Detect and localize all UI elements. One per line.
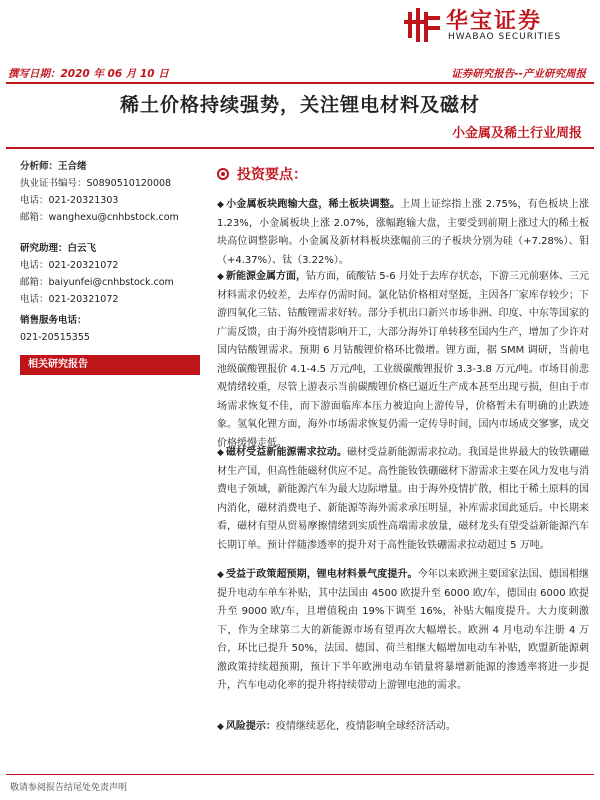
- analyst-email[interactable]: 邮箱：wanghexu@cnhbstock.com: [20, 212, 179, 223]
- company-logo-icon: [404, 6, 442, 44]
- paragraph-lead: 新能源金属方面，: [225, 271, 307, 282]
- analyst-name: 分析师：王合绪: [20, 161, 87, 172]
- paragraph-text: 今年以来欧洲主要国家法国、德国相继提升电动车单车补贴，其中法国由 4500 欧提升至 6000 欧/车，德国由 6000 欧提升至 9000 欧/车，且增值税由 19%下调至 16%，补贴大幅度提升。大力度刺激下，作为全球第二大的新能源市场有望再次大幅增长。欧洲 4 月电动车注册 4 万台，环比已提升 50%，法国、德国、荷兰相继大幅增加电动车补贴，欧盟新能源刺激政策持续超预期，预计下半年欧洲电动车销量将暴增新能源的渗透率将进一步提升，汽车电动化率的提升将持续带动上游锂电池的需求。: [217, 569, 590, 691]
- paragraph-lead: 磁材受益新能源需求拉动。: [226, 447, 348, 458]
- paragraph-lead: 小金属板块跑输大盘，稀土板块调整。: [226, 199, 401, 210]
- disclaimer-note: 敬请参阅报告结尾处免责声明: [10, 783, 128, 793]
- paragraph-lead: 受益于政策超预期，锂电材料景气度提升。: [226, 569, 418, 580]
- sales-phone: 021-20515355: [20, 332, 90, 343]
- analyst-phone: 电话：021-20321303: [20, 195, 119, 206]
- sales-label: 销售服务电话：: [20, 315, 87, 326]
- sales-info: [20, 312, 200, 346]
- header-divider: [6, 82, 594, 84]
- paragraph-text: 磁材受益新能源需求拉动。我国是世界最大的钕铁硼磁材生产国，但高性能磁材供应不足。高性能钕铁硼磁材下游需求主要在风力发电与消费电子领域，新能源汽车为最大边际增量。由于海外疫情扩散，相比于稀土原料的国内消化，磁材消费电子、新能源等海外需求承压明显，补库需求国此延后。中长期来看，磁材有望从贸易摩擦情绪到实质性高端需求放量，磁材龙头有望受益新能源汽车长期订单。预计伴随渗透率的提升对于高性能钕铁硼需求拉动超过 5 万吨。: [217, 447, 590, 551]
- assistant-email[interactable]: 邮箱：baiyunfei@cnhbstock.com: [20, 277, 174, 288]
- related-reports-header: 相关研究报告: [20, 355, 200, 375]
- assistant-phone-2: 电话：021-20321072: [20, 294, 119, 305]
- paragraph-text: 疫情继续恶化，疫情影响全球经济活动。: [275, 721, 456, 732]
- diamond-bullet-icon: ◆: [217, 272, 224, 282]
- logo-text-cn: 华宝证券: [446, 9, 543, 34]
- page-subtitle: 小金属及稀土行业周报: [451, 126, 582, 141]
- paragraph-2: [217, 268, 589, 453]
- footer-divider: [6, 774, 594, 775]
- assistant-phone: 电话：021-20321072: [20, 260, 119, 271]
- title-divider: [6, 147, 594, 149]
- paragraph-3: [217, 444, 589, 555]
- section-heading-text: 投资要点：: [237, 167, 307, 183]
- section-heading: [217, 164, 307, 184]
- diamond-bullet-icon: ◆: [217, 722, 224, 732]
- assistant-info: [20, 240, 200, 308]
- assistant-name: 研究助理：白云飞: [20, 243, 97, 254]
- paragraph-text: 上周上证综指上涨 2.75%，有色板块上涨 1.23%，小金属板块上涨 2.07%，涨幅跑输大盘，主要受到前期上涨过大的稀土板块高位调整影响。小金属及新材料板块涨幅前三的子板块分别为硅（+7.28%）、钼（+4.37%）、钛（3.22%）。: [217, 199, 590, 266]
- analyst-info: [20, 158, 200, 226]
- paragraph-5: [217, 718, 589, 737]
- diamond-bullet-icon: ◆: [217, 448, 225, 458]
- paragraph-text: 钴方面，硫酸钴 5-6 月处于去库存状态，下游三元前驱体、三元材料需求仍较差，去库存仍需时间。氯化钴价格相对坚挺，主因各厂家库存较少；下游四氧化三钴、钴酸锂需求好转。部分手机出口新兴市场非洲、印度、中东等国家的广需反馈，由于海外疫情影响开工，大部分海外订单转移至国内生产，增加了少许对国内钴酸锂需求。预期 6 月钴酸锂价格环比微增。锂方面，据 SMM 调研，当前电池级碳酸锂报价 4.1-4.5 万元/吨，工业级碳酸锂报价 3.3-3.8 万元/吨。市场目前悲观情绪较重，尽管上游表示当前碳酸锂价格已逼近生产成本甚至出现亏损，但由于市场需求恢复不佳，而下游面临库本压力被迫向上游传导，价格暂未有明确的止跌迹象。氢氧化锂方面，海外市场需求恢复仍需一定传导时间，国内市场成交寥寥，成交价格缓慢走低。: [217, 271, 590, 449]
- paragraph-lead: 风险提示：: [225, 721, 276, 732]
- paragraph-4: [217, 566, 589, 696]
- report-type: 证券研究报告--产业研究周报: [451, 68, 586, 80]
- diamond-bullet-icon: ◆: [217, 570, 225, 580]
- logo-text-en: HWABAO SECURITIES: [448, 32, 562, 42]
- target-icon: [217, 168, 229, 180]
- report-date: 撰写日期：2020 年 06 月 10 日: [8, 68, 169, 80]
- analyst-license: 执业证书编号：S0890510120008: [20, 178, 172, 189]
- paragraph-1: [217, 196, 589, 270]
- page-title: 稀土价格持续强势，关注锂电材料及磁材: [119, 94, 480, 116]
- diamond-bullet-icon: ◆: [217, 200, 225, 210]
